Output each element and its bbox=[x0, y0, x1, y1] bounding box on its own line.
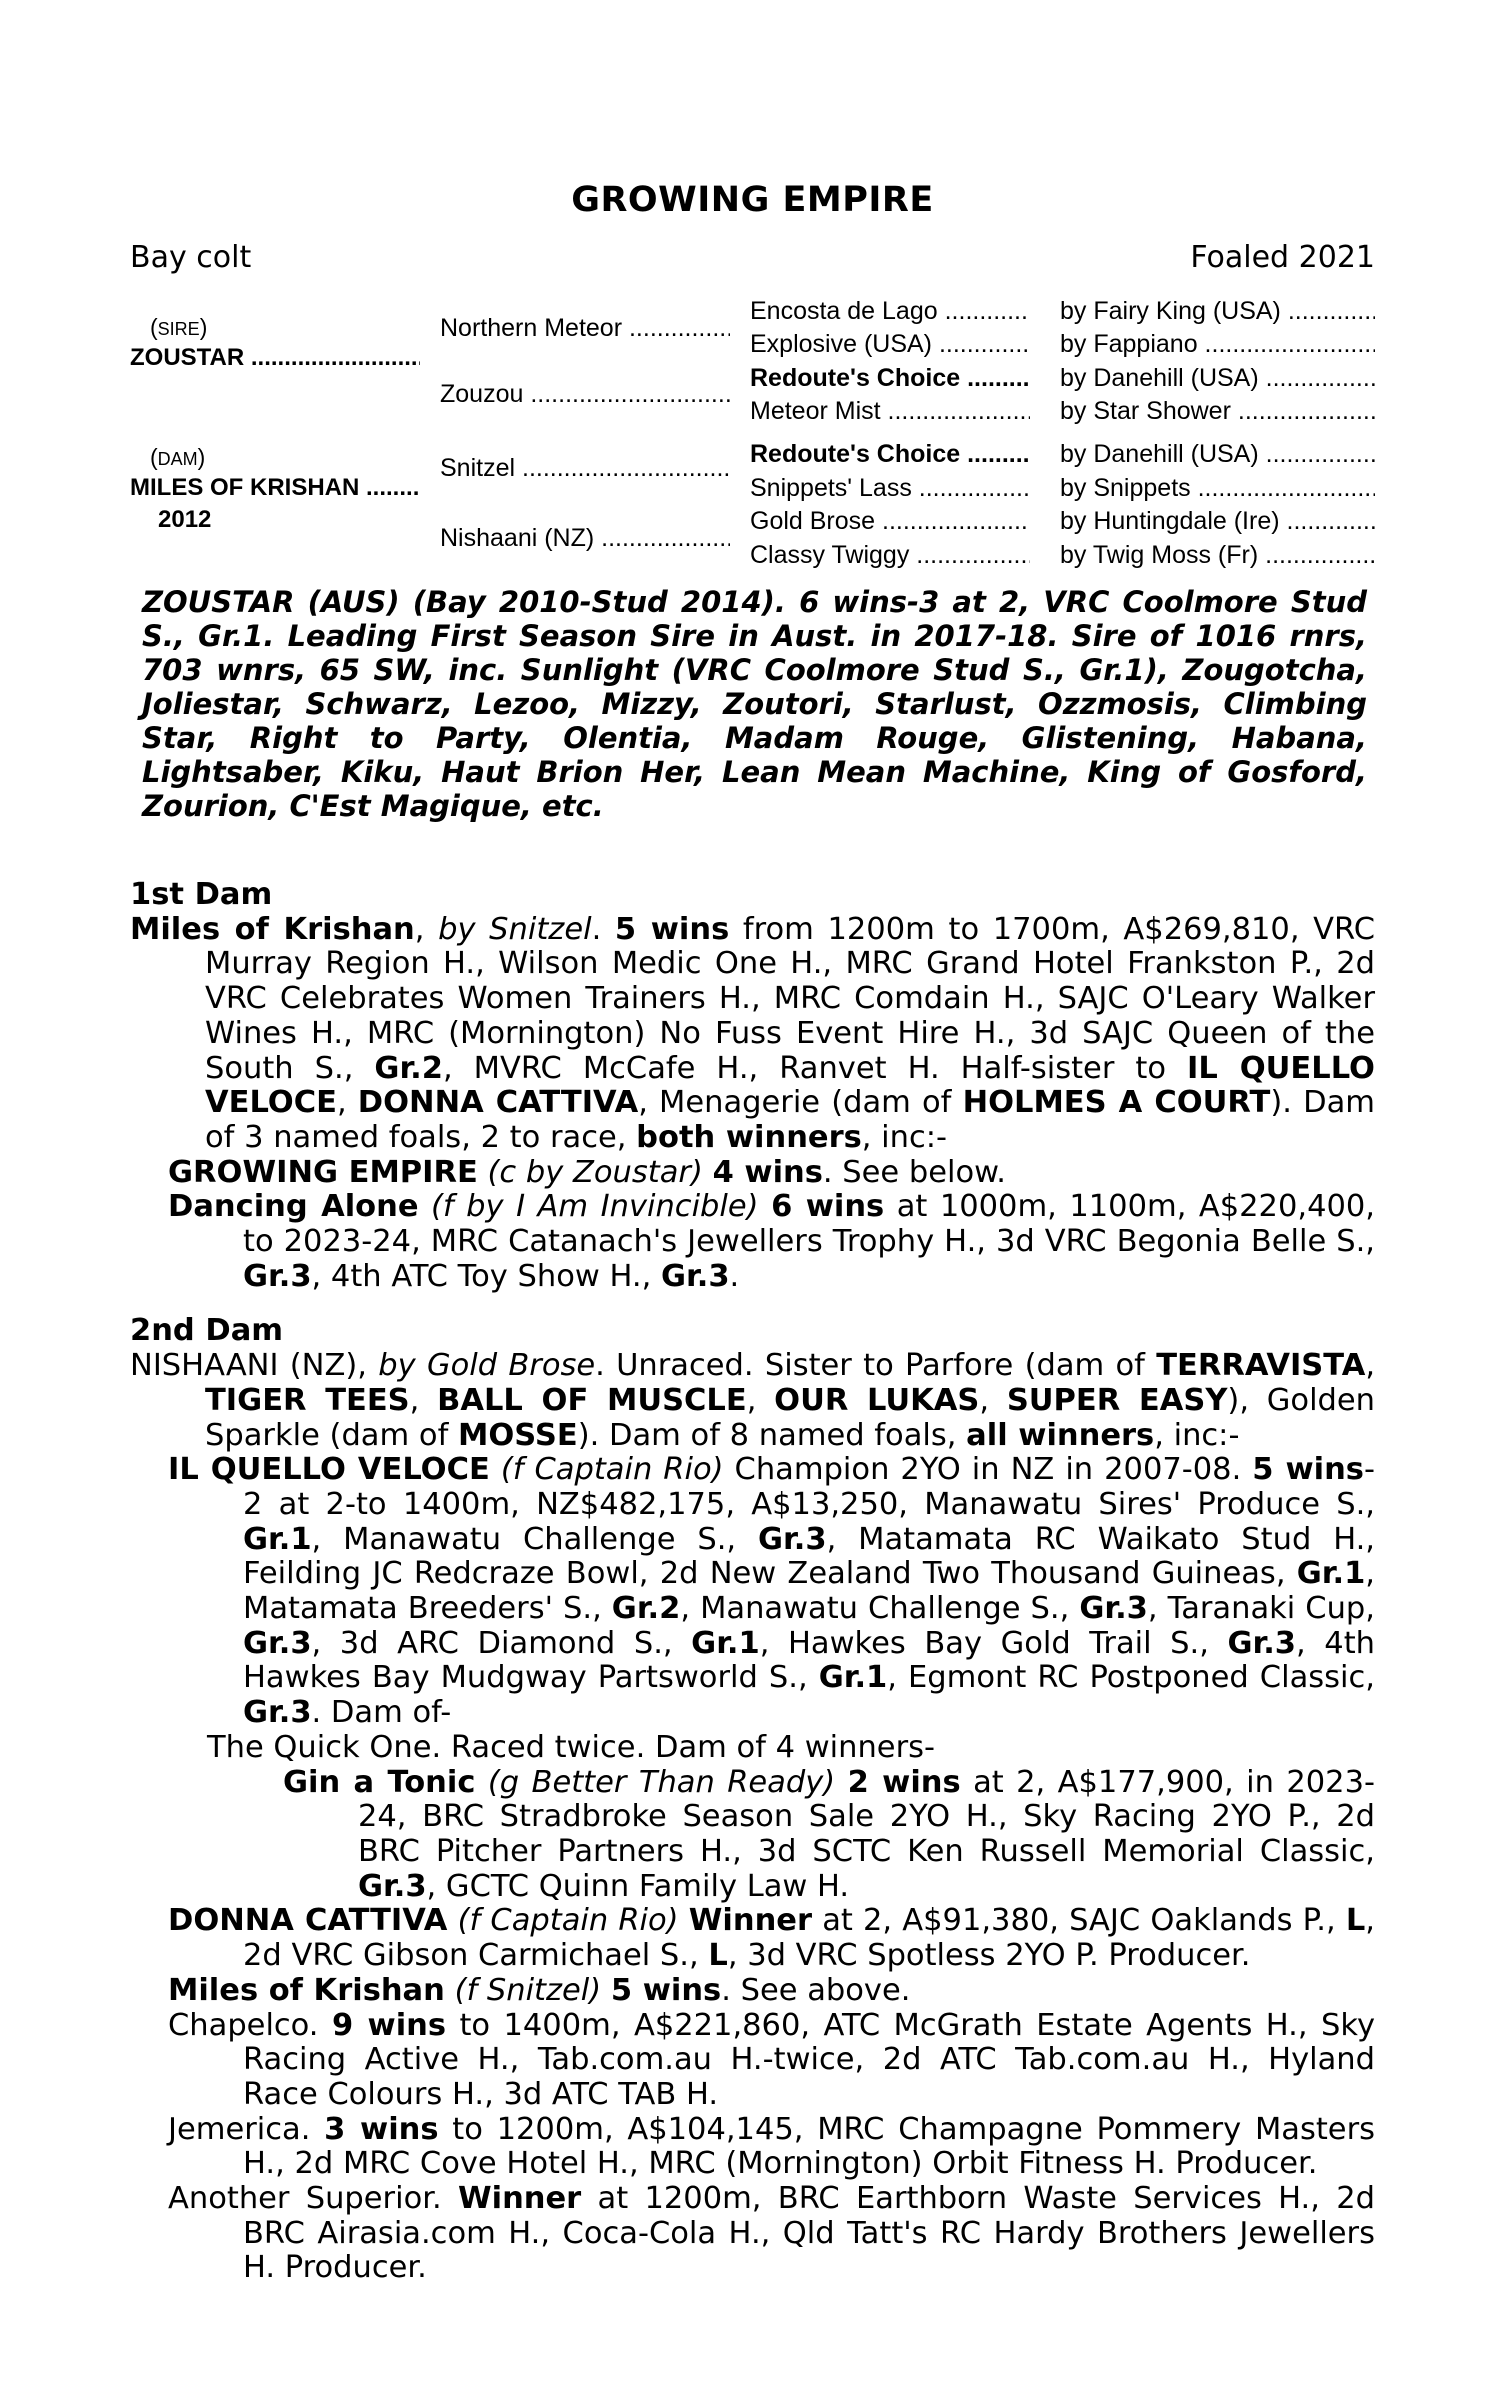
gen3-1: Encosta de Lago ..... bbox=[750, 297, 1030, 326]
foaled-year: Foaled 2021 bbox=[1190, 240, 1375, 275]
dam-sire: Snitzel ..... bbox=[440, 454, 730, 483]
gen3-sire-3: by Danehill (USA) ..... bbox=[1060, 364, 1375, 393]
foal-entry: Jemerica. 3 wins to 1200m, A$104,145, MRC Champagne Pommery Masters H., 2d MRC Cove Hotel H., MRC (Mornington) Orbit Fitness H. Producer. bbox=[168, 2111, 1375, 2182]
gen3-7: Gold Brose ..... bbox=[750, 507, 1030, 536]
gen3-sire-6: by Snippets ..... bbox=[1060, 474, 1375, 503]
foal-entry: Chapelco. 9 wins to 1400m, A$221,860, ATC McGrath Estate Agents H., Sky Racing Active H., Tab.com.au H.-twice, 2d ATC Tab.com.au H., Hyland Race Colours H., 3d ATC TAB H. bbox=[168, 2007, 1375, 2112]
dam-dam: Nishaani (NZ) ..... bbox=[440, 524, 730, 553]
second-dam-entry: NISHAANI (NZ), by Gold Brose. Unraced. Sister to Parfore (dam of TERRAVISTA, TIGER TEES, BALL OF MUSCLE, OUR LUKAS, SUPER EASY), Golden Sparkle (dam of MOSSE). Dam of 8 named foals, all winners, inc:- bbox=[130, 1348, 1376, 1453]
horse-description: Bay colt bbox=[130, 240, 252, 275]
catalogue-page bbox=[130, 0, 1375, 2400]
first-dam-entry: Miles of Krishan, by Snitzel. 5 wins from 1200m to 1700m, A$269,810, VRC Murray Region H., Wilson Medic One H., MRC Grand Hotel Frankston P., 2d VRC Celebrates Women Trainers H., MRC Comdain H., SAJC O'Leary Walker Wines H., MRC (Mornington) No Fuss Event Hire H., 3d SAJC Queen of the South S., Gr.2, MVRC McCafe H., Ranvet H. Half-sister to IL QUELLO VELOCE, DONNA CATTIVA, Menagerie (dam of HOLMES A COURT). Dam of 3 named foals, 2 to race, both winners, inc:- bbox=[130, 911, 1376, 1155]
dam-role: (DAM) bbox=[150, 444, 206, 470]
sire-sire: Northern Meteor ..... bbox=[440, 314, 730, 343]
foal-entry: GROWING EMPIRE (c by Zoustar) 4 wins. See below. bbox=[168, 1154, 1006, 1190]
foal-entry: Dancing Alone (f by I Am Invincible) 6 wins at 1000m, 1100m, A$220,400, to 2023-24, MRC Catanach's Jewellers Trophy H., 3d VRC Begonia Belle S., Gr.3, 4th ATC Toy Show H., Gr.3. bbox=[168, 1189, 1375, 1294]
gen3-sire-4: by Star Shower ..... bbox=[1060, 397, 1375, 426]
sire-role: (SIRE) bbox=[150, 314, 208, 340]
first-dam-heading: 1st Dam bbox=[130, 877, 273, 912]
gen3-sire-7: by Huntingdale (Ire) ..... bbox=[1060, 507, 1375, 536]
gen3-3: Redoute's Choice ..... bbox=[750, 364, 1030, 393]
horse-title: GROWING EMPIRE bbox=[571, 180, 934, 220]
gen3-sire-2: by Fappiano ..... bbox=[1060, 330, 1375, 359]
gen3-6: Snippets' Lass ..... bbox=[750, 474, 1030, 503]
sire-name: ZOUSTAR ..... bbox=[130, 344, 420, 372]
gen3-4: Meteor Mist ..... bbox=[750, 397, 1030, 426]
gen3-sire-1: by Fairy King (USA) ..... bbox=[1060, 297, 1375, 326]
sire-summary: ZOUSTAR (AUS) (Bay 2010-Stud 2014). 6 wins-3 at 2, VRC Coolmore Stud S., Gr.1. Leading First Season Sire in Aust. in 2017-18. Sire of 1016 rnrs, 703 wnrs, 65 SW, inc. Sunlight (VRC Coolmore Stud S., Gr.1), Zougotcha, Joliestar, Schwarz, Lezoo, Mizzy, Zoutori, Starlust, Ozzmosis, Climbing Star, Right to Party, Olentia, Madam Rouge, Glistening, Habana, Lightsaber, Kiku, Haut Brion Her, Lean Mean Machine, King of Gosford, Zourion, C'Est Magique, etc. bbox=[142, 585, 1367, 823]
gen3-8: Classy Twiggy ..... bbox=[750, 541, 1030, 570]
dam-year: 2012 bbox=[158, 506, 212, 533]
foal-entry: Another Superior. Winner at 1200m, BRC Earthborn Waste Services H., 2d BRC Airasia.com H., Coca-Cola H., Qld Tatt's RC Hardy Brothers Jewellers H. Producer. bbox=[168, 2181, 1375, 2286]
gen3-2: Explosive (USA) ..... bbox=[750, 330, 1030, 359]
foal-entry: Miles of Krishan (f Snitzel) 5 wins. See above. bbox=[168, 1972, 911, 2008]
sire-dam: Zouzou ..... bbox=[440, 380, 730, 409]
pedigree-table bbox=[130, 292, 1375, 582]
dam-name: MILES OF KRISHAN ..... bbox=[130, 474, 420, 502]
foal-entry: Gin a Tonic (g Better Than Ready) 2 wins at 2, A$177,900, in 2023-24, BRC Stradbroke Season Sale 2YO H., Sky Racing 2YO P., 2d BRC Pitcher Partners H., 3d SCTC Ken Russell Memorial Classic, Gr.3, GCTC Quinn Family Law H. bbox=[283, 1764, 1375, 1904]
foal-entry: DONNA CATTIVA (f Captain Rio) Winner at 2, A$91,380, SAJC Oaklands P., L, 2d VRC Gibson Carmichael S., L, 3d VRC Spotless 2YO P. Producer. bbox=[168, 1903, 1375, 1974]
gen3-5: Redoute's Choice ..... bbox=[750, 440, 1030, 469]
pedigree-body bbox=[130, 878, 1375, 2286]
foal-entry: IL QUELLO VELOCE (f Captain Rio) Champion 2YO in NZ in 2007-08. 5 wins-2 at 2-to 1400m, NZ$482,175, A$13,250, Manawatu Sires' Produce S., Gr.1, Manawatu Challenge S., Gr.3, Matamata RC Waikato Stud H., Feilding JC Redcraze Bowl, 2d New Zealand Two Thousand Guineas, Gr.1, Matamata Breeders' S., Gr.2, Manawatu Challenge S., Gr.3, Taranaki Cup, Gr.3, 3d ARC Diamond S., Gr.1, Hawkes Bay Gold Trail S., Gr.3, 4th Hawkes Bay Mudgway Partsworld S., Gr.1, Egmont RC Postponed Classic, Gr.3. Dam of- bbox=[168, 1452, 1376, 1731]
foal-entry: The Quick One. Raced twice. Dam of 4 winners- bbox=[207, 1729, 936, 1765]
gen3-sire-5: by Danehill (USA) ..... bbox=[1060, 440, 1375, 469]
gen3-sire-8: by Twig Moss (Fr) ..... bbox=[1060, 541, 1375, 570]
second-dam-heading: 2nd Dam bbox=[130, 1313, 284, 1349]
